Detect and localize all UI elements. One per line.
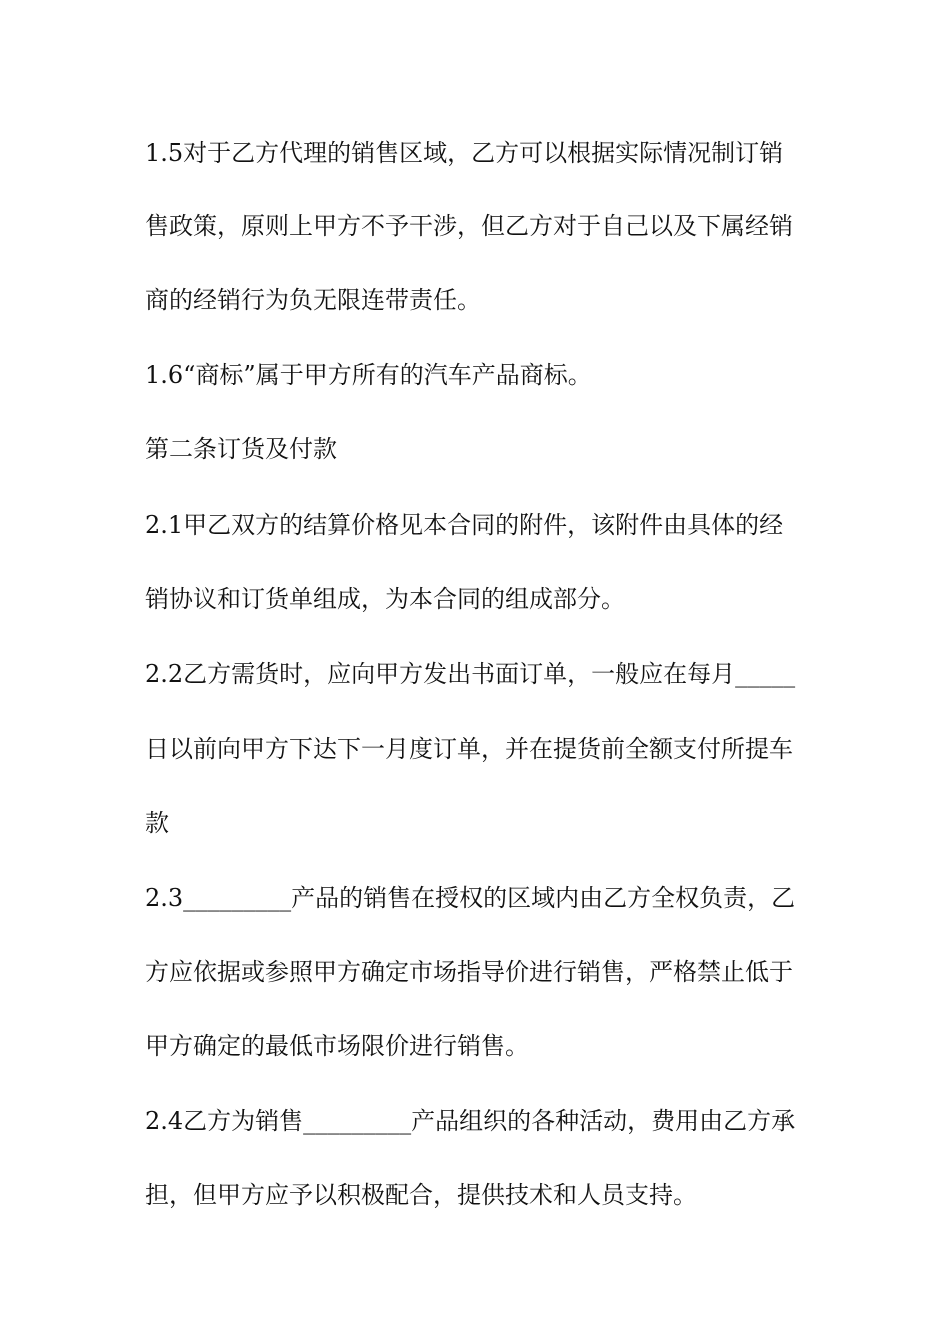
- clause-2-3-line-3: 甲方确定的最低市场限价进行销售。: [145, 1032, 529, 1060]
- article-2-heading: 第二条订货及付款: [145, 435, 337, 463]
- clause-2-1-line-2: 销协议和订货单组成，为本合同的组成部分。: [145, 585, 625, 613]
- clause-2-4-line-2: 担，但甲方应予以积极配合，提供技术和人员支持。: [145, 1181, 697, 1209]
- clause-1-5-line-2: 售政策，原则上甲方不予干涉，但乙方对于自己以及下属经销: [145, 212, 793, 240]
- clause-2-3-line-1: 2.3_________产品的销售在授权的区域内由乙方全权负责，乙: [145, 884, 796, 912]
- clause-2-3-line-2: 方应依据或参照甲方确定市场指导价进行销售，严格禁止低于: [145, 958, 793, 986]
- clause-2-4-line-1: 2.4乙方为销售_________产品组织的各种活动，费用由乙方承: [145, 1107, 796, 1135]
- clause-1-6-line-1: 1.6“商标”属于甲方所有的汽车产品商标。: [145, 361, 592, 389]
- clause-2-2-line-2: 日以前向甲方下达下一月度订单，并在提货前全额支付所提车: [145, 735, 793, 763]
- clause-2-1-line-1: 2.1甲乙双方的结算价格见本合同的附件，该附件由具体的经: [145, 511, 784, 539]
- clause-2-2-line-3: 款: [145, 809, 169, 837]
- clause-1-5-line-1: 1.5对于乙方代理的销售区域，乙方可以根据实际情况制订销: [145, 139, 784, 167]
- clause-2-2-line-1: 2.2乙方需货时，应向甲方发出书面订单，一般应在每月_____: [145, 660, 796, 688]
- clause-1-5-line-3: 商的经销行为负无限连带责任。: [145, 286, 481, 314]
